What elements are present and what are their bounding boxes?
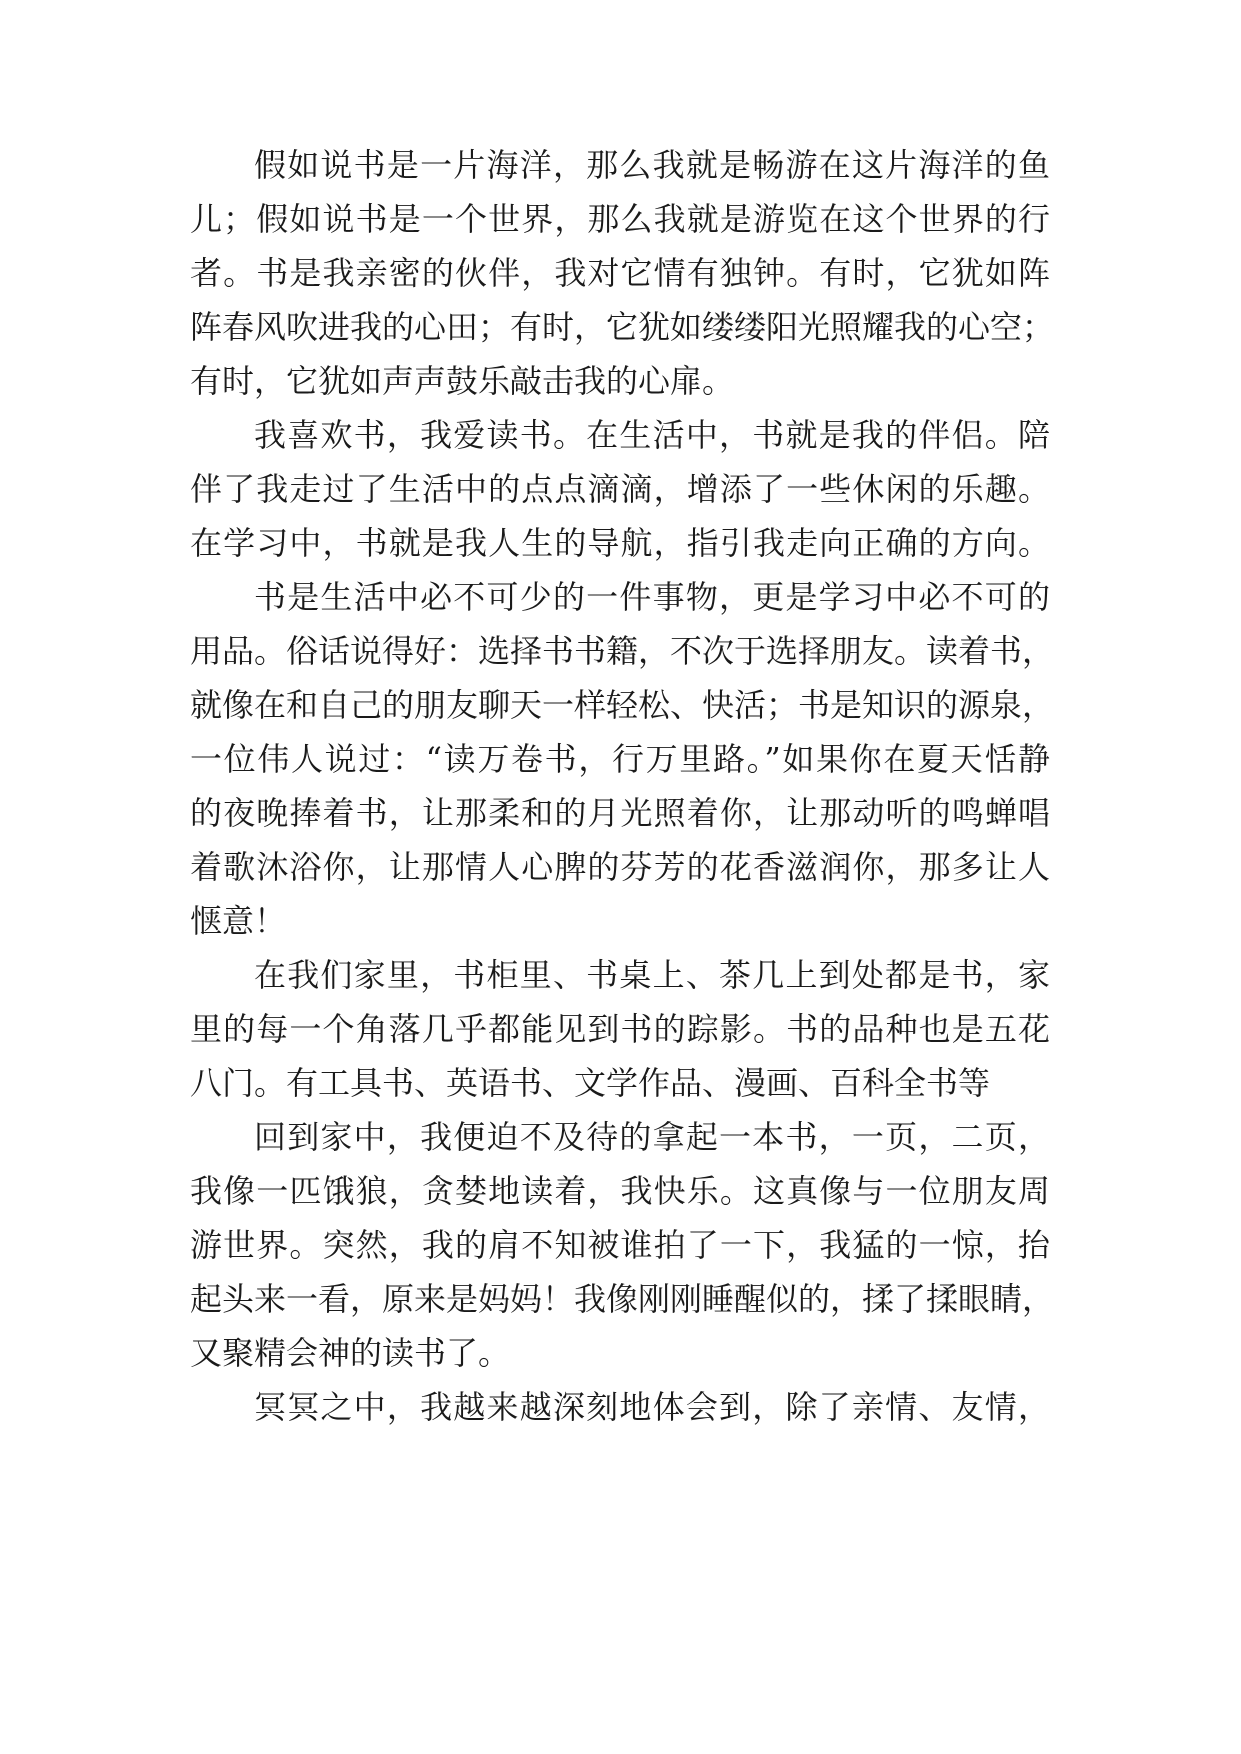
- text-line: 里的每一个角落几乎都能见到书的踪影。书的品种也是五花: [190, 1010, 1050, 1048]
- text-line: 假如说书是一片海洋，那么我就是畅游在这片海洋的鱼: [254, 146, 1050, 184]
- text-line: 回到家中，我便迫不及待的拿起一本书，一页，二页，: [254, 1118, 1050, 1156]
- text-line: 起头来一看，原来是妈妈！我像刚刚睡醒似的，揉了揉眼睛，: [190, 1280, 1055, 1318]
- text-line: 八门。有工具书、英语书、文学作品、漫画、百科全书等: [190, 1064, 991, 1102]
- text-line: 在学习中，书就是我人生的导航，指引我走向正确的方向。: [190, 524, 1050, 562]
- text-line: 惬意！: [190, 902, 287, 940]
- text-line: 阵春风吹进我的心田；有时，它犹如缕缕阳光照耀我的心空；: [190, 308, 1055, 346]
- text-line: 着歌沐浴你，让那情人心脾的芬芳的花香滋润你，那多让人: [190, 848, 1050, 886]
- text-line: 儿；假如说书是一个世界，那么我就是游览在这个世界的行: [190, 200, 1050, 238]
- text-line: 我喜欢书，我爱读书。在生活中，书就是我的伴侣。陪: [254, 416, 1050, 454]
- text-line: 在我们家里，书柜里、书桌上、茶几上到处都是书，家: [254, 956, 1050, 994]
- text-line: 伴了我走过了生活中的点点滴滴，增添了一些休闲的乐趣。: [190, 470, 1050, 508]
- text-line: 用品。俗话说得好：选择书书籍，不次于选择朋友。读着书，: [190, 632, 1055, 670]
- text-line: 冥冥之中，我越来越深刻地体会到，除了亲情、友情，: [254, 1388, 1050, 1426]
- text-line: 游世界。突然，我的肩不知被谁拍了一下，我猛的一惊，抬: [190, 1226, 1050, 1264]
- text-line: 就像在和自己的朋友聊天一样轻松、快活；书是知识的源泉，: [190, 686, 1055, 724]
- text-line: 者。书是我亲密的伙伴，我对它情有独钟。有时，它犹如阵: [190, 254, 1050, 292]
- text-line: 书是生活中必不可少的一件事物，更是学习中必不可的: [254, 578, 1050, 616]
- text-line: 又聚精会神的读书了。: [190, 1334, 511, 1372]
- text-line: 的夜晚捧着书，让那柔和的月光照着你，让那动听的鸣蝉唱: [190, 794, 1050, 832]
- text-line: 我像一匹饿狼，贪婪地读着，我快乐。这真像与一位朋友周: [190, 1172, 1050, 1210]
- text-line: 有时，它犹如声声鼓乐敲击我的心扉。: [190, 362, 735, 400]
- text-line: 一位伟人说过：“读万卷书，行万里路。”如果你在夏天恬静: [190, 740, 1050, 778]
